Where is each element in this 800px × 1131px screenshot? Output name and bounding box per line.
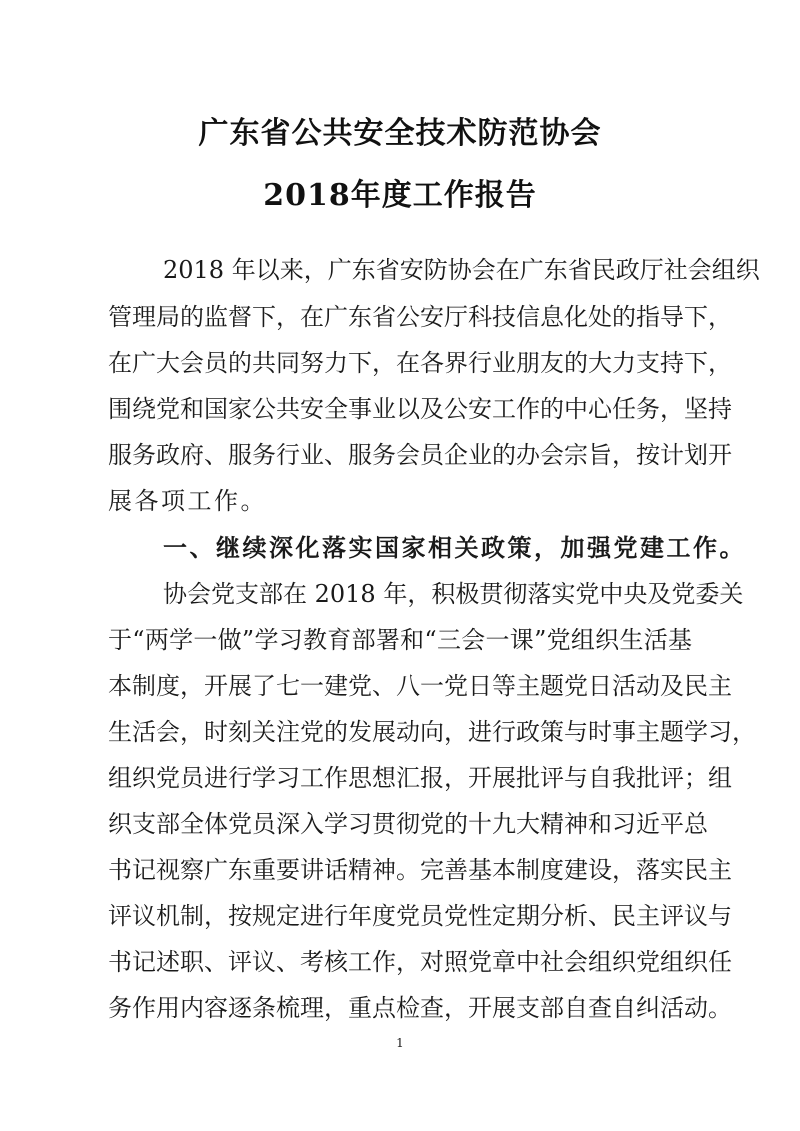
page-number: 1 bbox=[396, 1036, 404, 1050]
text-line: 服务政府、服务行业、服务会员企业的办会宗旨，按计划开 bbox=[108, 441, 732, 469]
text-line: 书记述职、评议、考核工作，对照党章中社会组织党组织任 bbox=[108, 948, 732, 976]
text-line: 书记视察广东重要讲话精神。完善基本制度建设，落实民主 bbox=[108, 856, 732, 884]
text-line: 本制度，开展了七一建党、八一党日等主题党日活动及民主 bbox=[108, 672, 732, 700]
text-line: 协会党支部在 2018 年，积极贯彻落实党中央及党委关 bbox=[163, 580, 744, 608]
text-line: 务作用内容逐条梳理，重点检查，开展支部自查自纠活动。 bbox=[108, 994, 732, 1022]
text-line: 管理局的监督下，在广东省公安厅科技信息化处的指导下， bbox=[108, 303, 732, 331]
text-line: 组织党员进行学习工作思想汇报，开展批评与自我批评；组 bbox=[108, 764, 732, 792]
text-line: 于“两学一做”学习教育部署和“三会一课”党组织生活基 bbox=[108, 626, 692, 654]
text-line: 生活会，时刻关注党的发展动向，进行政策与时事主题学习， bbox=[108, 718, 756, 746]
text-line: 在广大会员的共同努力下，在各界行业朋友的大力支持下， bbox=[108, 349, 732, 377]
text-line: 评议机制，按规定进行年度党员党性定期分析、民主评议与 bbox=[108, 902, 732, 930]
text-line: 展各项工作。 bbox=[108, 487, 267, 515]
text-line: 织支部全体党员深入学习贯彻党的十九大精神和习近平总 bbox=[108, 810, 708, 838]
text-line: 围绕党和国家公共安全事业以及公安工作的中心任务，坚持 bbox=[108, 395, 732, 423]
document-title: 广东省公共安全技术防范协会 bbox=[198, 116, 602, 151]
section-heading: 一、继续深化落实国家相关政策，加强党建工作。 bbox=[163, 533, 746, 562]
text-line: 2018 年以来，广东省安防协会在广东省民政厅社会组织 bbox=[163, 256, 760, 284]
document-subtitle: 2018年度工作报告 bbox=[263, 178, 537, 213]
